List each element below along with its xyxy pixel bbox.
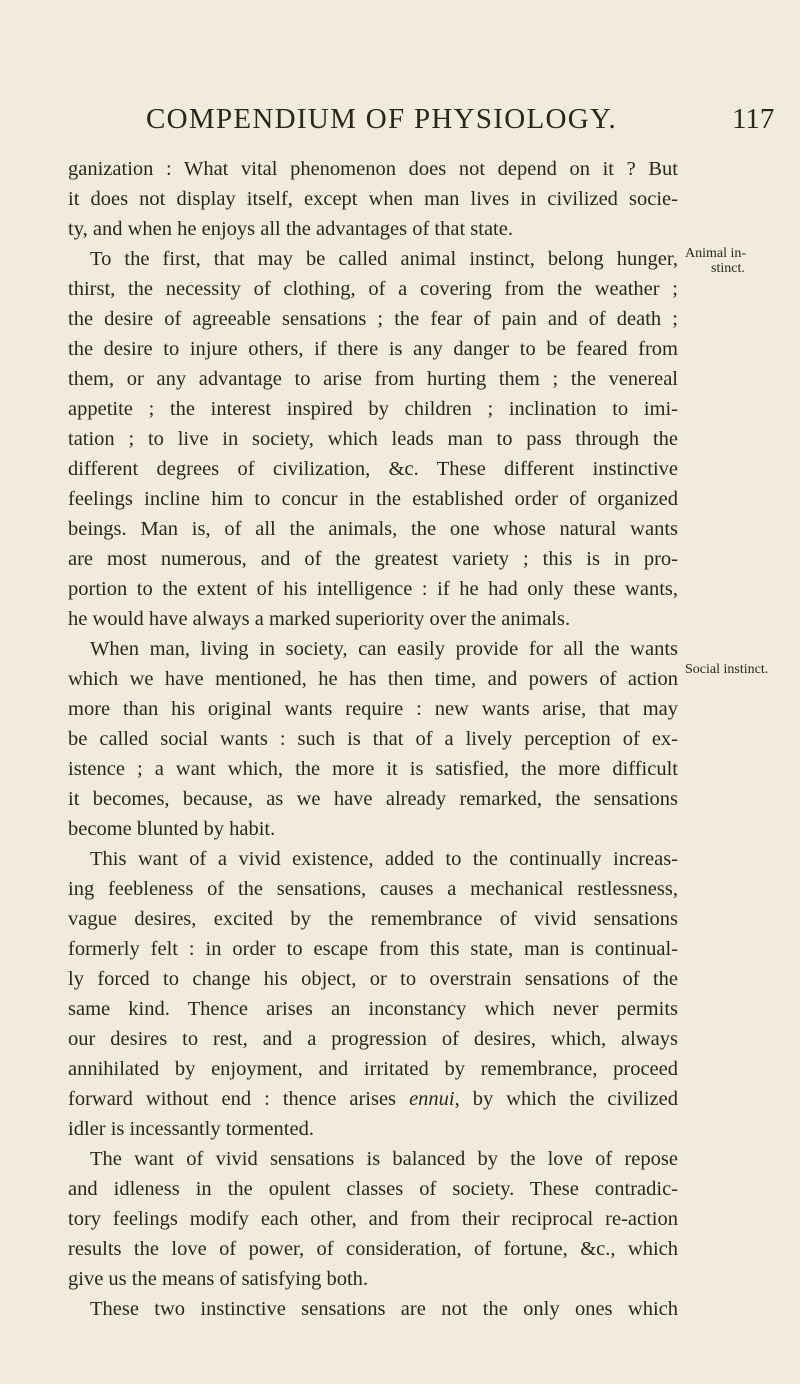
text-line: vague desires, excited by the remembrance of vivid sensations [68, 908, 678, 930]
text-line: the desire to injure others, if there is any danger to be feared from [68, 338, 678, 360]
text-line: our desires to rest, and a progression of desires, which, always [68, 1028, 678, 1050]
text-line: When man, living in society, can easily provide for all the wants [90, 638, 678, 660]
text-line: istence ; a want which, the more it is satisfied, the more difficult [68, 758, 678, 780]
text-line: same kind. Thence arises an inconstancy which never permits [68, 998, 678, 1020]
text-line: portion to the extent of his intelligence : if he had only these wants, [68, 578, 678, 600]
text-line: become blunted by habit. [68, 818, 276, 840]
text-line: and idleness in the opulent classes of society. These contradic- [68, 1178, 678, 1200]
text-line: appetite ; the interest inspired by children ; inclination to imi- [68, 398, 678, 420]
text-line: tory feelings modify each other, and from their reciprocal re-action [68, 1208, 678, 1230]
text-line: them, or any advantage to arise from hurting them ; the venereal [68, 368, 678, 390]
text-line: ganization : What vital phenomenon does not depend on it ? But [68, 158, 678, 180]
text-segment: , by which the civilized [454, 1088, 678, 1110]
text-line: the desire of agreeable sensations ; the fear of pain and of death ; [68, 308, 678, 330]
text-line: ly forced to change his object, or to overstrain sensations of the [68, 968, 678, 990]
page-number: 117 [732, 103, 775, 135]
text-line: more than his original wants require : new wants arise, that may [68, 698, 678, 720]
text-line: tation ; to live in society, which leads man to pass through the [68, 428, 678, 450]
text-line: it becomes, because, as we have already remarked, the sensations [68, 788, 678, 810]
text-line: different degrees of civilization, &c. These different instinctive [68, 458, 678, 480]
text-line: which we have mentioned, he has then time, and powers of action [68, 668, 678, 690]
text-line: This want of a vivid existence, added to the continually increas- [90, 848, 678, 870]
text-line: annihilated by enjoyment, and irritated by remembrance, proceed [68, 1058, 678, 1080]
margin-note-animal-instinct-1: Animal in- [685, 246, 747, 261]
text-line: The want of vivid sensations is balanced by the love of repose [90, 1148, 678, 1170]
text-line: idler is incessantly tormented. [68, 1118, 314, 1140]
text-line: thirst, the necessity of clothing, of a covering from the weather ; [68, 278, 678, 300]
margin-note-social-instinct: Social instinct. [685, 662, 769, 677]
text-line: formerly felt : in order to escape from this state, man is continual- [68, 938, 678, 960]
text-line: be called social wants : such is that of a lively perception of ex- [68, 728, 678, 750]
text-line: ing feebleness of the sensations, causes a mechanical restlessness, [68, 878, 678, 900]
text-line: results the love of power, of consideration, of fortune, &c., which [68, 1238, 678, 1260]
text-line: These two instinctive sensations are not the only ones which [90, 1298, 678, 1320]
text-line: ty, and when he enjoys all the advantages of that state. [68, 218, 513, 240]
text-line: are most numerous, and of the greatest variety ; this is in pro- [68, 548, 678, 570]
margin-note-animal-instinct-2: stinct. [711, 261, 745, 276]
page-header [0, 103, 800, 143]
running-head: COMPENDIUM OF PHYSIOLOGY. [146, 103, 618, 135]
text-segment: forward without end : thence arises [68, 1088, 397, 1110]
text-line: it does not display itself, except when man lives in civilized socie- [68, 188, 678, 210]
text-line-mixed [68, 1084, 678, 1114]
text-line: he would have always a marked superiority over the animals. [68, 608, 571, 630]
italic-term: ennui [409, 1088, 455, 1110]
text-line: feelings incline him to concur in the established order of organized [68, 488, 678, 510]
text-line: To the first, that may be called animal instinct, belong hunger, [90, 248, 678, 270]
text-line: give us the means of satisfying both. [68, 1268, 369, 1290]
text-line: beings. Man is, of all the animals, the one whose natural wants [68, 518, 678, 540]
